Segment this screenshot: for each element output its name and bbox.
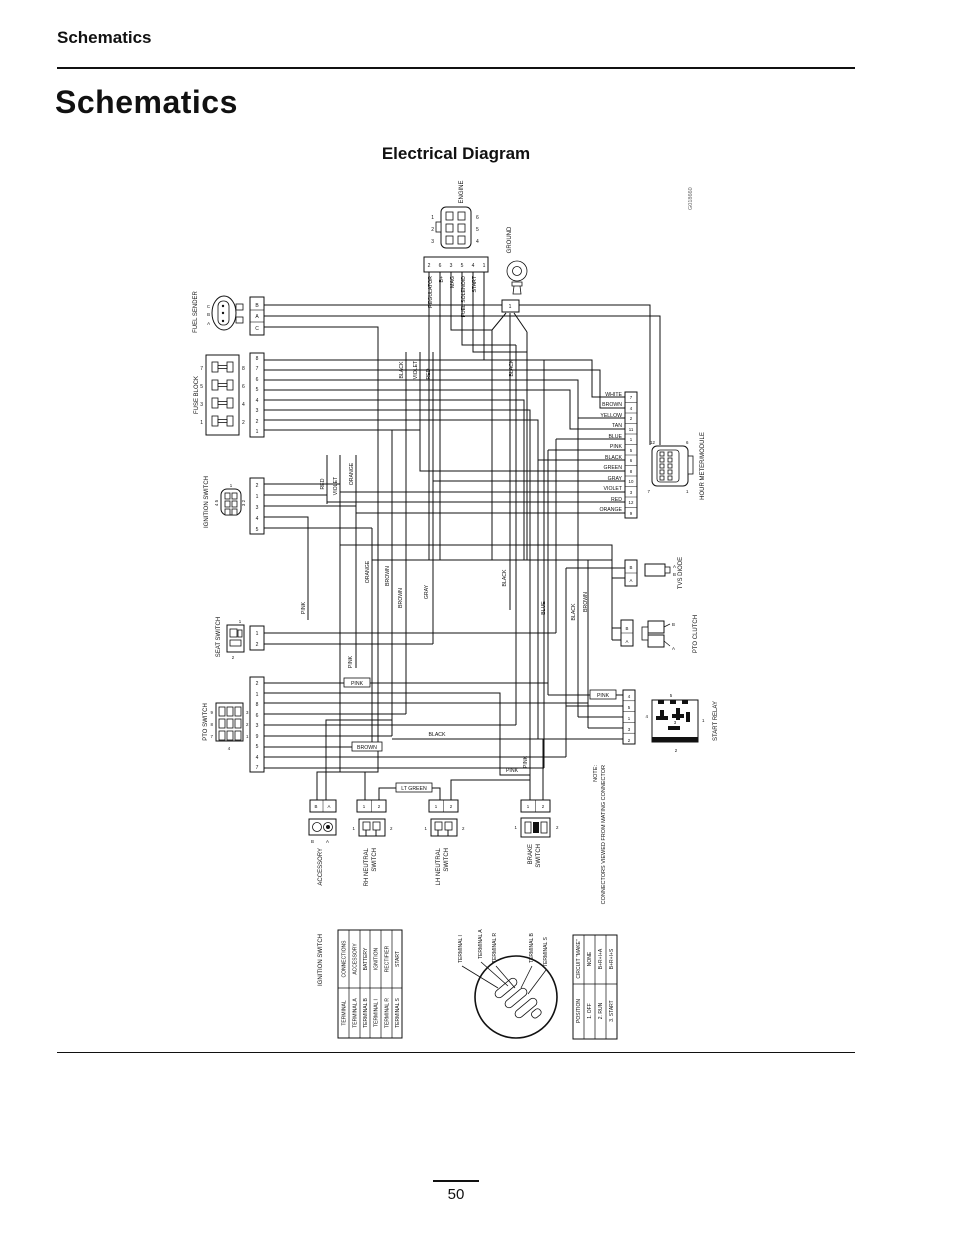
connector-pin: 8 bbox=[255, 702, 259, 708]
table-header: TERMINAL bbox=[341, 1000, 348, 1026]
connector-pin: 3 bbox=[629, 490, 633, 495]
tvs-diode bbox=[625, 557, 684, 589]
wire-color-label: GRAY bbox=[607, 476, 622, 482]
wire-color-label: TAN bbox=[612, 423, 622, 429]
fuel-sender-pin: B bbox=[207, 312, 210, 317]
connector-pin: 5 bbox=[255, 387, 259, 393]
pin-label: 1 bbox=[352, 826, 355, 831]
table-cell: IGNITION bbox=[373, 947, 380, 971]
pto-switch-label: PTO SWITCH bbox=[203, 703, 209, 741]
fuse-pin: 4 bbox=[242, 402, 245, 408]
wire-color-label: YELLOW bbox=[600, 413, 622, 419]
corner-pin: 6 bbox=[686, 440, 689, 445]
connector-pin: A bbox=[629, 578, 633, 583]
pin-label: 2 bbox=[556, 825, 559, 830]
fuse-pin: 8 bbox=[242, 366, 245, 372]
page-title: Schematics bbox=[55, 84, 238, 120]
ground-bolt bbox=[512, 282, 522, 294]
wire-label-boxed: PINK bbox=[350, 681, 364, 687]
engine-connector-notch bbox=[436, 222, 441, 232]
wire-color-label: PINK bbox=[609, 444, 622, 450]
engine-harness-connector bbox=[424, 257, 488, 317]
pto-switch-pins bbox=[219, 707, 241, 740]
connector-pin: 1 bbox=[526, 804, 530, 809]
connector-pin: 1 bbox=[627, 716, 631, 721]
harness-pin: 1 bbox=[482, 263, 486, 269]
fuse-block bbox=[194, 353, 264, 437]
fuse-pin: 7 bbox=[200, 366, 203, 372]
corner-pin: 7 bbox=[647, 489, 650, 494]
relay-pin: 1 bbox=[702, 718, 705, 723]
wire-color-label: ORANGE bbox=[599, 507, 622, 513]
ignition-table-title: IGNITION SWITCH bbox=[318, 934, 324, 986]
wire-label: PINK bbox=[348, 655, 354, 669]
key-terminal-label: TERMINAL R bbox=[492, 932, 498, 963]
connector-pin: 4 bbox=[629, 406, 633, 411]
pin-label: A bbox=[673, 564, 676, 569]
connector-pin: 1 bbox=[362, 804, 366, 809]
connector-pin: 11 bbox=[628, 427, 634, 432]
accessory-label: ACCESSORY bbox=[318, 848, 324, 886]
position-table bbox=[573, 935, 617, 1039]
table-header: CONNECTIONS bbox=[341, 940, 348, 978]
table-cell: NONE bbox=[587, 951, 593, 967]
connector-pin: 9 bbox=[629, 511, 633, 516]
relay-pin: 5 bbox=[669, 693, 673, 698]
footer-line bbox=[433, 1180, 479, 1182]
wire-label-boxed: BROWN bbox=[357, 745, 377, 751]
wire-label: BROWN bbox=[398, 588, 404, 608]
pin-label: 2 bbox=[246, 722, 249, 727]
connector-pin: B bbox=[629, 565, 633, 570]
connector-pin: A bbox=[255, 314, 259, 320]
connector-pin: 8 bbox=[629, 469, 633, 474]
harness-pin: 3 bbox=[449, 263, 453, 269]
rh-neutral-label2: SWITCH bbox=[372, 848, 378, 872]
pin-label: 1 bbox=[238, 619, 242, 624]
fuse-block-label: FUSE BLOCK bbox=[194, 375, 200, 415]
table-cell: 3. START bbox=[609, 1000, 615, 1022]
engine-pin: 2 bbox=[431, 227, 434, 233]
ground-pin: 1 bbox=[508, 304, 512, 310]
relay-pin: 3 bbox=[673, 720, 677, 725]
wire-label: BLACK bbox=[571, 603, 577, 621]
pto-switch bbox=[203, 677, 264, 772]
relay-pin: 2 bbox=[674, 748, 678, 753]
lh-neutral-label2: SWITCH bbox=[444, 848, 450, 872]
connector-pin: 5 bbox=[629, 448, 633, 453]
terminal-label: B+ bbox=[439, 276, 445, 283]
wire-label: BLACK bbox=[428, 732, 446, 738]
wire-label: BROWN bbox=[583, 592, 589, 612]
pin-label: 1 bbox=[229, 483, 233, 488]
fuel-sender-pin: A bbox=[207, 321, 210, 326]
pto-clutch bbox=[621, 615, 699, 653]
engine-label: ENGINE bbox=[459, 180, 465, 204]
pin-label: 9 bbox=[210, 710, 213, 715]
table-header: CIRCUIT "MAKE" bbox=[576, 939, 582, 979]
lh-neutral-label: LH NEUTRAL bbox=[436, 848, 442, 886]
wire-label: RED bbox=[426, 368, 432, 380]
pin-label: 4 bbox=[227, 746, 231, 751]
ground-label: GROUND bbox=[507, 226, 513, 254]
connector-pin: B bbox=[255, 303, 259, 309]
connector-pin: 2 bbox=[377, 804, 381, 809]
connector-pin: 4 bbox=[255, 398, 259, 404]
fuel-sender-label: FUEL SENDER bbox=[193, 291, 199, 333]
wire-color-label: BLUE bbox=[608, 434, 622, 440]
ground bbox=[502, 226, 527, 312]
lh-neutral-switch bbox=[425, 800, 465, 885]
connector-pin: 2 bbox=[255, 483, 259, 489]
note-line2: CONNECTORS VIEWED FROM MATING CONNECTOR bbox=[601, 765, 607, 905]
table-cell: TERMINAL A bbox=[352, 998, 359, 1028]
table-cell: TERMINAL R bbox=[384, 997, 391, 1029]
wire-label: VIOLET bbox=[333, 476, 339, 496]
connector-pin: 2 bbox=[629, 416, 633, 421]
wire-label: BLACK bbox=[509, 359, 515, 377]
connector-pin: 3 bbox=[627, 727, 631, 732]
engine-pin: 1 bbox=[431, 215, 434, 221]
table-cell: B+R+I+A bbox=[598, 948, 604, 970]
key-terminal-label: TERMINAL B bbox=[529, 933, 535, 963]
connector-pin: 5 bbox=[255, 744, 259, 750]
pin-label: 3 2 bbox=[241, 499, 246, 507]
engine-pin: 3 bbox=[431, 239, 434, 245]
connector-pin: 1 bbox=[255, 692, 259, 698]
hour-meter-module bbox=[600, 392, 706, 518]
connector-pin: 3 bbox=[255, 723, 259, 729]
section-header: Schematics bbox=[57, 28, 152, 47]
connector-pin: 1 bbox=[434, 804, 438, 809]
engine-connector bbox=[441, 207, 471, 248]
harness-pin: 2 bbox=[427, 263, 431, 269]
corner-pin: 1 bbox=[686, 489, 689, 494]
pin-label: 2 bbox=[390, 826, 393, 831]
connector-pin: 1 bbox=[255, 631, 259, 637]
pin-label: 4 5 bbox=[214, 499, 219, 507]
wire-color-label: VIOLET bbox=[603, 486, 622, 492]
engine bbox=[431, 180, 479, 248]
connector-pin: 4 bbox=[255, 516, 259, 522]
corner-pin: 12 bbox=[650, 440, 655, 445]
connector-pin: 8 bbox=[255, 356, 259, 362]
pto-clutch-body bbox=[648, 621, 664, 633]
connector-pin: 3 bbox=[255, 505, 259, 511]
pin-label: 1 bbox=[514, 825, 517, 830]
wire-label: BLUE bbox=[541, 601, 547, 615]
table-cell: B+R+I+S bbox=[609, 948, 615, 970]
hour-meter-label: HOUR METER/MODULE bbox=[700, 432, 706, 500]
table-cell: RECTIFIER bbox=[384, 945, 391, 973]
wire-label: BLACK bbox=[399, 361, 405, 379]
connector-pin: A bbox=[327, 804, 331, 809]
connector-pin: 5 bbox=[627, 705, 631, 710]
pin-label: 1 bbox=[246, 734, 249, 739]
wire-color-label: RED bbox=[611, 497, 622, 503]
wire-label: GRAY bbox=[424, 584, 430, 600]
pin-label: 2 bbox=[462, 826, 465, 831]
pin-label: 2 bbox=[231, 655, 235, 660]
connector-pin: 2 bbox=[627, 738, 631, 743]
accessory bbox=[309, 800, 336, 886]
connector-pin: 6 bbox=[629, 458, 633, 463]
connector-pin: 1 bbox=[255, 494, 259, 500]
wire-color-label: BROWN bbox=[602, 402, 622, 408]
engine-pin: 5 bbox=[476, 227, 479, 233]
fuel-sender bbox=[193, 290, 264, 335]
connector-pin: 2 bbox=[541, 804, 545, 809]
connector-pin: 4 bbox=[255, 755, 259, 761]
terminal-label: FUEL SOLENOID bbox=[461, 276, 467, 318]
wire-color-label: GREEN bbox=[603, 465, 622, 471]
tvs-diode-label: TVS DIODE bbox=[678, 556, 684, 590]
pin-label: B bbox=[673, 572, 676, 577]
connector-pin: A bbox=[625, 639, 629, 644]
table-header: POSITION bbox=[576, 999, 582, 1023]
connector-pin: 12 bbox=[628, 500, 634, 505]
connector-pin: 3 bbox=[255, 408, 259, 414]
brake-label: BRAKE bbox=[528, 844, 534, 865]
connector-pin: 5 bbox=[255, 527, 259, 533]
terminal-label: REGULATOR bbox=[428, 276, 434, 308]
fuse-pin: 6 bbox=[242, 384, 245, 390]
note-line1: NOTE: bbox=[593, 765, 599, 782]
wire-label: PINK bbox=[505, 768, 519, 774]
wire-label: VIOLET bbox=[413, 360, 419, 380]
wire-label: ORANGE bbox=[349, 462, 355, 486]
wire-label-boxed: PINK bbox=[596, 693, 610, 699]
fuel-sender-pin: C bbox=[206, 304, 210, 309]
wiring bbox=[264, 272, 660, 800]
connector-pin: 4 bbox=[627, 694, 631, 699]
diagram-title: Electrical Diagram bbox=[381, 144, 531, 163]
connector-pin: 7 bbox=[255, 366, 259, 372]
rh-neutral-label: RH NEUTRAL bbox=[364, 848, 370, 887]
connector-pin: 6 bbox=[255, 713, 259, 719]
pin-label: 7 bbox=[210, 734, 213, 739]
wire-label-boxed: LT GREEN bbox=[401, 786, 427, 792]
engine-pin: 6 bbox=[476, 215, 479, 221]
connector-pin: B bbox=[625, 626, 629, 631]
pin-label: A bbox=[326, 839, 329, 844]
connector-pin: 2 bbox=[255, 642, 259, 648]
terminal-label: START bbox=[472, 276, 478, 293]
wire-label: ORANGE bbox=[365, 560, 371, 584]
fuse-pin: 3 bbox=[200, 402, 203, 408]
harness-pin: 6 bbox=[438, 263, 442, 269]
wire-label: PINK bbox=[301, 601, 307, 615]
connector-pin: 7 bbox=[629, 395, 633, 400]
harness-pin: 4 bbox=[471, 263, 475, 269]
engine-pin: 4 bbox=[476, 239, 479, 245]
connector-pin: 7 bbox=[255, 765, 259, 771]
fuse-pin: 5 bbox=[200, 384, 203, 390]
wire-color-label: WHITE bbox=[605, 392, 622, 398]
connector-pin: 2 bbox=[449, 804, 453, 809]
fuse-pin: 2 bbox=[242, 420, 245, 426]
key-terminal-label: TERMINAL S bbox=[543, 937, 549, 967]
rh-neutral-switch bbox=[353, 800, 393, 886]
table-cell: ACCESSORY bbox=[352, 943, 359, 975]
connector-pin: 6 bbox=[255, 377, 259, 383]
connector-pin: 9 bbox=[255, 734, 259, 740]
table-cell: TERMINAL B bbox=[363, 998, 369, 1028]
terminal-label: MAG bbox=[450, 276, 456, 288]
key-terminal-label: TERMINAL I bbox=[458, 935, 464, 963]
brake-label2: SWITCH bbox=[536, 844, 542, 868]
pin-label: 3 bbox=[246, 710, 249, 715]
start-relay-label: START RELAY bbox=[713, 701, 719, 741]
table-cell: 2. RUN bbox=[598, 1002, 604, 1020]
fuse-pin: 1 bbox=[200, 420, 203, 426]
connector-pin: B bbox=[314, 804, 318, 809]
connector-pin: 2 bbox=[255, 681, 259, 687]
table-cell: 1. OFF bbox=[587, 1003, 593, 1019]
ignition-switch bbox=[204, 476, 264, 534]
pin-label: 8 bbox=[210, 722, 213, 727]
table-cell: START bbox=[395, 951, 401, 967]
tvs-diode-body bbox=[645, 564, 665, 576]
table-cell: TERMINAL I bbox=[373, 999, 380, 1027]
ignition-switch-label: IGNITION SWITCH bbox=[204, 476, 210, 528]
wire-label: BROWN bbox=[385, 566, 391, 586]
bottom-rule bbox=[57, 1052, 855, 1053]
seat-switch bbox=[216, 617, 264, 660]
wire-label: RED bbox=[320, 478, 326, 490]
connector-pin: 2 bbox=[255, 419, 259, 425]
brake-switch bbox=[515, 800, 559, 868]
table-cell: TERMINAL S bbox=[395, 998, 401, 1028]
pto-clutch-label: PTO CLUTCH bbox=[693, 614, 699, 654]
pin-label: 1 bbox=[424, 826, 427, 831]
key-terminal-label: TERMINAL A bbox=[478, 929, 484, 959]
connector-pin: C bbox=[255, 326, 259, 332]
start-relay bbox=[623, 690, 719, 753]
pin-label: A bbox=[672, 646, 675, 651]
pin-label: B bbox=[311, 839, 314, 844]
figure-code: G018660 bbox=[688, 187, 694, 210]
page-number: 50 bbox=[447, 1186, 465, 1203]
wire-color-label: BLACK bbox=[604, 455, 622, 461]
seat-switch-label: SEAT SWITCH bbox=[216, 616, 222, 658]
key-switch-drawing bbox=[458, 929, 557, 1038]
ignition-switch-table bbox=[318, 930, 402, 1038]
connector-pin: 10 bbox=[628, 479, 634, 484]
harness-pin: 5 bbox=[460, 263, 464, 269]
pin-label: B bbox=[672, 622, 675, 627]
relay-pin: 4 bbox=[645, 714, 648, 719]
connector-pin: 1 bbox=[255, 429, 259, 435]
connector-pin: 1 bbox=[629, 437, 633, 442]
table-cell: BATTERY bbox=[363, 947, 369, 971]
wire-label: PINK bbox=[523, 755, 529, 769]
wire-label: BLACK bbox=[502, 569, 508, 587]
